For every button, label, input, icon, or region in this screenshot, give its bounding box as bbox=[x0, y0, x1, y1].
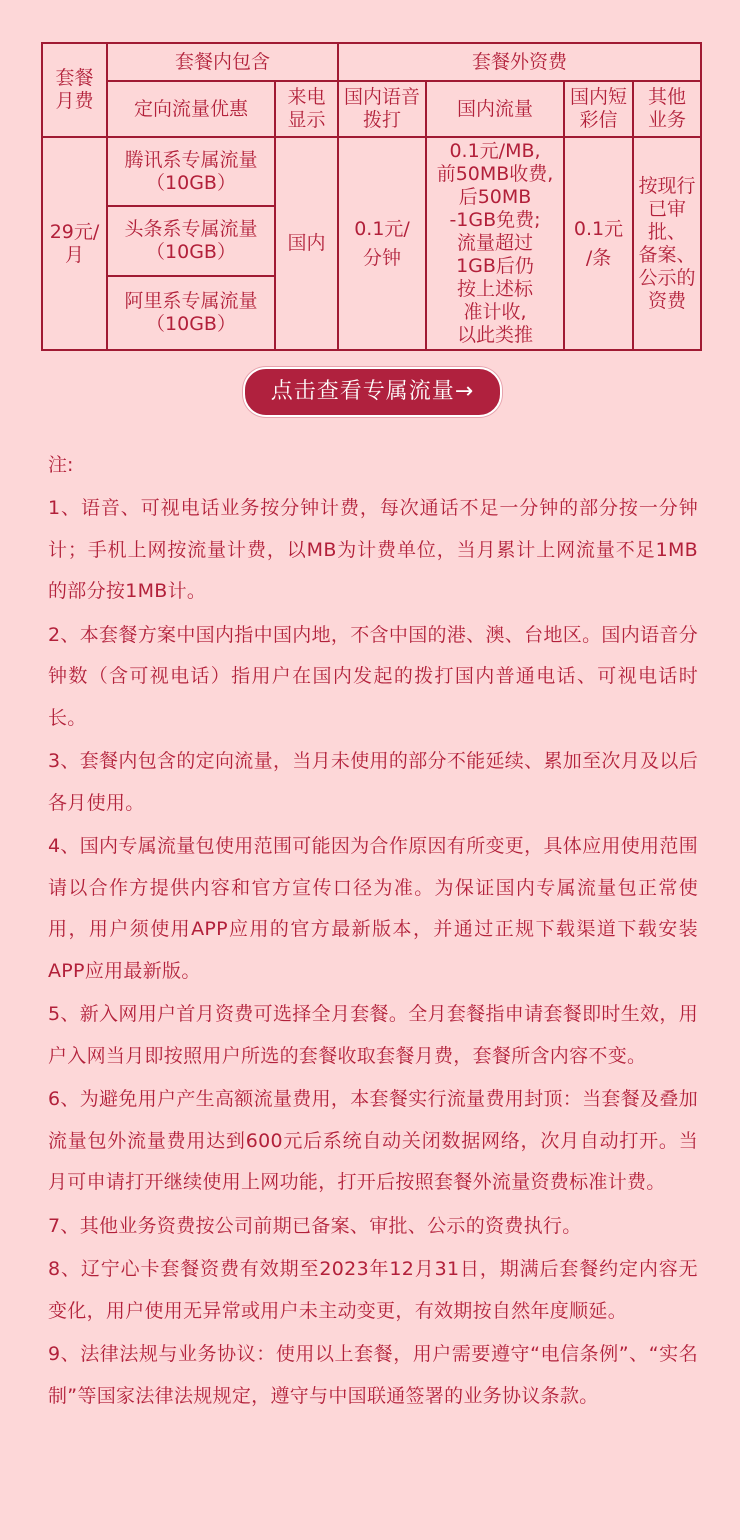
cell-caller-id: 国内 bbox=[275, 137, 338, 350]
directed-toutiao-line2: （10GB） bbox=[146, 241, 236, 263]
data-line: 前50MB收费, bbox=[436, 163, 554, 185]
cell-monthly-price bbox=[42, 137, 107, 350]
voice-price-line1: 0.1元/ bbox=[354, 217, 410, 240]
header-domestic-voice bbox=[338, 81, 426, 137]
data-line: 以此类推 bbox=[457, 324, 534, 346]
header-caller-id-line2: 显示 bbox=[287, 109, 326, 131]
header-monthly-fee bbox=[42, 43, 107, 137]
other-line: 按现行 bbox=[638, 174, 696, 197]
directed-alibaba-line2: （10GB） bbox=[146, 313, 236, 335]
cell-directed-tencent bbox=[107, 137, 275, 206]
data-line: 1GB后仍 bbox=[456, 255, 534, 277]
view-exclusive-data-button[interactable]: 点击查看专属流量→ bbox=[243, 367, 502, 417]
header-sms-line1: 国内短 bbox=[570, 86, 628, 108]
directed-tencent-line1: 腾讯系专属流量 bbox=[124, 148, 258, 171]
directed-tencent-line2: （10GB） bbox=[146, 171, 236, 194]
sms-price-line2: /条 bbox=[585, 246, 612, 269]
header-extra-group: 套餐外资费 bbox=[338, 43, 701, 81]
other-line: 已审批、 bbox=[648, 197, 687, 243]
data-line: 流量超过 bbox=[457, 232, 534, 254]
note-item: 3、套餐内包含的定向流量，当月未使用的部分不能延续、累加至次月及以后各月使用。 bbox=[48, 750, 698, 814]
header-other-line2: 业务 bbox=[648, 109, 687, 131]
note-item: 4、国内专属流量包使用范围可能因为合作原因有所变更，具体应用使用范围请以合作方提供内容和官方宣传口径为准。为保证国内专属流量包正常使用，用户须使用APP应用的官方最新版本，并通过正规下载渠道下载安装APP应用最新版。 bbox=[48, 835, 698, 982]
cell-other-services bbox=[633, 137, 701, 350]
header-other-services bbox=[633, 81, 701, 137]
note-item: 6、为避免用户产生高额流量费用，本套餐实行流量费用封顶：当套餐及叠加流量包外流量费用达到600元后系统自动关闭数据网络，次月自动打开。当月可申请打开继续使用上网功能，打开后按照套餐外流量资费标准计费。 bbox=[48, 1088, 698, 1193]
header-included-group: 套餐内包含 bbox=[107, 43, 338, 81]
other-line: 资费 bbox=[648, 289, 687, 312]
note-item: 8、辽宁心卡套餐资费有效期至2023年12月31日，期满后套餐约定内容无变化，用户使用无异常或用户未主动变更，有效期按自然年度顺延。 bbox=[48, 1258, 698, 1322]
note-item: 1、语音、可视电话业务按分钟计费，每次通话不足一分钟的部分按一分钟计；手机上网按流量计费，以MB为计费单位，当月累计上网流量不足1MB的部分按1MB计。 bbox=[48, 497, 698, 602]
data-line: 0.1元/MB, bbox=[449, 140, 541, 162]
notes-section bbox=[48, 448, 698, 1419]
cell-data-price bbox=[426, 137, 564, 350]
other-line: 公示的 bbox=[638, 266, 696, 289]
header-sms bbox=[564, 81, 633, 137]
header-domestic-voice-line2: 拨打 bbox=[363, 109, 402, 131]
cell-sms-price bbox=[564, 137, 633, 350]
plan-table bbox=[41, 42, 702, 351]
directed-alibaba-line1: 阿里系专属流量 bbox=[124, 290, 258, 312]
cell-directed-toutiao bbox=[107, 206, 275, 276]
header-domestic-voice-line1: 国内语音 bbox=[344, 86, 421, 108]
sms-price-line1: 0.1元 bbox=[573, 217, 624, 240]
header-directed-data: 定向流量优惠 bbox=[107, 81, 275, 137]
header-domestic-data: 国内流量 bbox=[426, 81, 564, 137]
notes-title: 注: bbox=[48, 454, 74, 476]
data-line: -1GB免费; bbox=[449, 209, 541, 231]
data-line: 后50MB bbox=[458, 186, 532, 208]
header-caller-id-line1: 来电 bbox=[287, 86, 326, 108]
directed-toutiao-line1: 头条系专属流量 bbox=[124, 218, 258, 240]
note-item: 9、法律法规与业务协议：使用以上套餐，用户需要遵守“电信条例”、“实名制”等国家法律法规规定，遵守与中国联通签署的业务协议条款。 bbox=[48, 1343, 698, 1407]
note-item: 7、其他业务资费按公司前期已备案、审批、公示的资费执行。 bbox=[48, 1214, 582, 1237]
data-line: 准计收, bbox=[463, 301, 527, 323]
price-line2: 月 bbox=[64, 243, 84, 266]
note-item: 2、本套餐方案中国内指中国内地，不含中国的港、澳、台地区。国内语音分钟数（含可视电话）指用户在国内发起的拨打国内普通电话、可视电话时长。 bbox=[48, 623, 698, 729]
other-line: 备案、 bbox=[638, 243, 696, 266]
voice-price-line2: 分钟 bbox=[363, 246, 402, 269]
data-line: 按上述标 bbox=[457, 278, 534, 300]
header-other-line1: 其他 bbox=[648, 86, 687, 108]
header-sms-line2: 彩信 bbox=[579, 109, 618, 131]
header-caller-id bbox=[275, 81, 338, 137]
header-monthly-fee-line2: 月费 bbox=[55, 90, 94, 112]
note-item: 5、新入网用户首月资费可选择全月套餐。全月套餐指申请套餐即时生效，用户入网当月即按照用户所选的套餐收取套餐月费，套餐所含内容不变。 bbox=[48, 1003, 698, 1067]
price-line1: 29元/ bbox=[49, 220, 100, 243]
cell-directed-alibaba bbox=[107, 276, 275, 350]
header-monthly-fee-line1: 套餐 bbox=[55, 67, 94, 89]
cell-voice-price bbox=[338, 137, 426, 350]
